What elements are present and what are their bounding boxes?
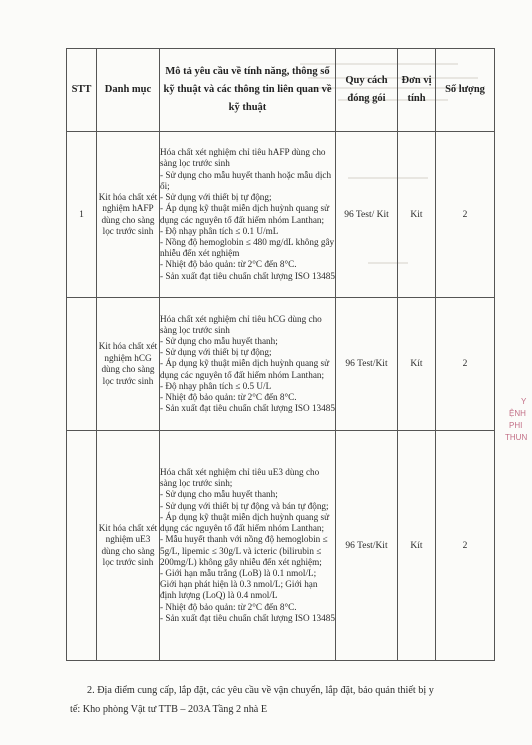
row-stt: 1 (67, 132, 97, 298)
description-line: - Nhiệt độ bảo quản: từ 2°C đến 8°C. (160, 601, 297, 612)
header-stt: STT (67, 49, 97, 132)
description-line: - Nồng độ hemoglobin ≤ 480 mg/dL không gây nhiễu đến xét nghiệm (160, 236, 335, 259)
description-line: - Sử dụng với thiết bị tự động và bán tự động; (160, 500, 329, 511)
row-unit: Kít (398, 298, 436, 431)
row-packaging: 96 Test/ Kit (336, 132, 398, 298)
description-line: - Sử dụng cho mẫu huyết thanh; (160, 335, 278, 346)
table-row (67, 431, 495, 661)
description-line: - Mẫu huyết thanh với nồng độ hemoglobin ≤ 5g/L, lipemic ≤ 30g/L và icteric (bilirubin ≤ 200mg/L) không gây nhiễu đến xét nghiệm; (160, 534, 328, 567)
footer-line: tế: Kho phòng Vật tư TTB – 203A Tầng 2 nhà E (70, 704, 268, 715)
row-quantity: 2 (436, 431, 495, 661)
row-quantity: 2 (436, 298, 495, 431)
header-name: Danh mục (97, 49, 160, 132)
row-unit: Kit (398, 132, 436, 298)
description-line: Hóa chất xét nghiệm chỉ tiêu uE3 dùng cho sàng lọc trước sinh; (160, 467, 320, 489)
description-line: - Áp dụng kỹ thuật miễn dịch huỳnh quang sử dụng các nguyên tố đất hiếm nhóm Lanthan; (160, 511, 330, 534)
stamp-text: ỆNH (509, 409, 526, 418)
stamp-text: THUN (505, 433, 528, 442)
row-description (160, 298, 336, 431)
description-line: - Sản xuất đạt tiêu chuẩn chất lượng ISO 13485 (160, 270, 335, 281)
table-row (67, 132, 495, 298)
row-stt (67, 298, 97, 431)
description-line: - Độ nhạy phân tích ≤ 0.1 U/mL (160, 225, 279, 236)
delivery-location-note (70, 681, 510, 719)
stamp-fragment (503, 396, 532, 486)
header-unit: Đơn vị tính (398, 49, 436, 132)
description-line: - Sử dụng với thiết bị tự động; (160, 347, 272, 358)
description-line: - Sản xuất đạt tiêu chuẩn chất lượng ISO 13485 (160, 612, 335, 623)
footer-line: 2. Địa điểm cung cấp, lắp đặt, các yêu cầu về vận chuyển, lắp đặt, bảo quản thiết bị y (87, 685, 434, 696)
header-packaging: Quy cách đóng gói (336, 49, 398, 132)
row-description (160, 132, 336, 298)
header-description: Mô tả yêu cầu về tính năng, thông số kỹ thuật và các thông tin liên quan về kỹ thuật (160, 49, 336, 132)
row-quantity: 2 (436, 132, 495, 298)
description-line: - Giới hạn mẫu trắng (LoB) là 0.1 nmol/L; Giới hạn phát hiện là 0.3 nmol/L; Giới hạn định lượng (LoQ) là 0.4 nmol/L (160, 567, 318, 601)
description-line: - Nhiệt độ bảo quản: từ 2°C đến 8°C. (160, 259, 297, 270)
row-unit: Kít (398, 431, 436, 661)
row-item-name: Kit hóa chất xét nghiệm uE3 dùng cho sàng lọc trước sinh (97, 431, 160, 661)
specification-table (66, 48, 495, 661)
description-line: Hóa chất xét nghiệm chỉ tiêu hCG dùng cho sàng lọc trước sinh (160, 313, 322, 335)
description-line: - Nhiệt độ bảo quản: từ 2°C đến 8°C. (160, 392, 297, 402)
description-line: - Sử dụng cho mẫu huyết thanh; (160, 489, 278, 500)
table-header-row (67, 49, 495, 132)
description-line: - Sử dụng cho mẫu huyết thanh hoặc mẫu dịch ối; (160, 169, 332, 191)
description-line: - Áp dụng kỹ thuật miễn dịch huỳnh quang sử dụng các nguyên tố đất hiếm nhóm Lanthan; (160, 358, 330, 380)
description-line: - Sử dụng với thiết bị tự động; (160, 192, 272, 203)
row-item-name: Kit hóa chất xét nghiệm hAFP dùng cho sàng lọc trước sinh (97, 132, 160, 298)
row-item-name: Kit hóa chất xét nghiệm hCG dùng cho sàng lọc trước sinh (97, 298, 160, 431)
row-description (160, 431, 336, 661)
stamp-text: Y (521, 397, 527, 406)
header-quantity: Số lượng (436, 49, 495, 132)
description-line: - Độ nhạy phân tích ≤ 0.5 U/L (160, 380, 272, 391)
description-line: Hóa chất xét nghiệm chỉ tiêu hAFP dùng cho sàng lọc trước sinh (160, 147, 326, 169)
table-row (67, 298, 495, 431)
row-stt (67, 431, 97, 661)
stamp-text: PHI (509, 421, 523, 430)
description-line: - Sản xuất đạt tiêu chuẩn chất lượng ISO 13485 (160, 403, 335, 414)
row-packaging: 96 Test/Kit (336, 298, 398, 431)
description-line: - Áp dụng kỹ thuật miễn dịch huỳnh quang sử dụng các nguyên tố đất hiếm nhóm Lanthan; (160, 203, 330, 225)
row-packaging: 96 Test/Kit (336, 431, 398, 661)
